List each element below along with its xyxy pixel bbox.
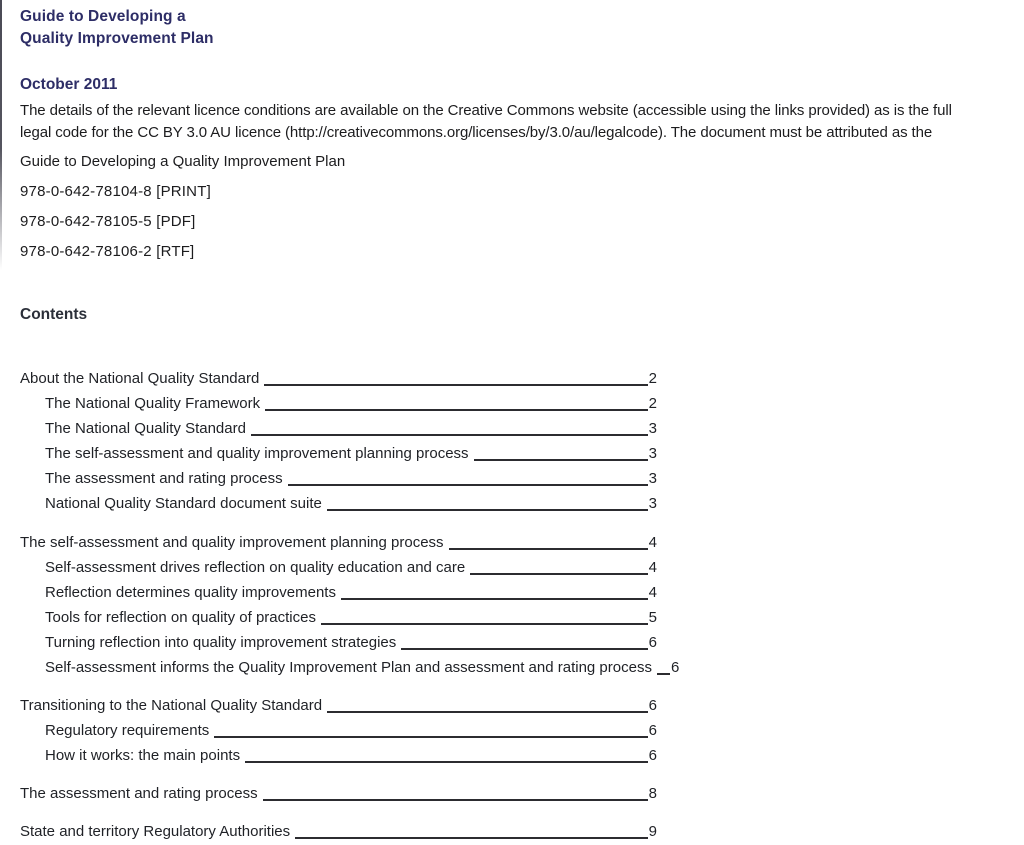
toc-entry-informs-qip[interactable]: [20, 655, 679, 680]
toc-group: [20, 781, 1024, 806]
toc-page-number: 4: [648, 559, 657, 576]
toc-page-number: 3: [648, 470, 657, 487]
toc-entry-label: Turning reflection into quality improvement strategies: [45, 634, 397, 651]
toc-entry-label: The assessment and rating process: [20, 785, 258, 802]
toc-leader-line: [657, 673, 670, 675]
toc-entry-label: Self-assessment informs the Quality Improvement Plan and assessment and rating process: [45, 659, 652, 676]
toc-page-number: 6: [648, 747, 657, 764]
toc-entry-label: Tools for reflection on quality of practices: [45, 609, 316, 626]
licence-paragraph: [20, 100, 1024, 144]
toc-entry-assessment-rating[interactable]: [20, 466, 657, 491]
toc-entry-assessment-rating-main[interactable]: [20, 781, 657, 806]
scan-artifact-left-edge: [0, 0, 2, 270]
toc-group: [20, 693, 1024, 768]
table-of-contents: [20, 366, 1024, 844]
toc-page-number: 3: [648, 445, 657, 462]
toc-entry-label: The National Quality Framework: [45, 395, 261, 412]
publication-date: October 2011: [20, 76, 118, 93]
toc-leader-line: [288, 484, 648, 486]
toc-entry-label: The self-assessment and quality improvement planning process: [20, 534, 444, 551]
toc-entry-reflection-determines[interactable]: [20, 580, 657, 605]
toc-entry-self-assessment-planning[interactable]: [20, 441, 657, 466]
toc-entry-label: Self-assessment drives reflection on quality education and care: [45, 559, 466, 576]
toc-leader-line: [449, 548, 648, 550]
toc-entry-tools-for-reflection[interactable]: [20, 605, 657, 630]
document-title: [20, 6, 1024, 50]
toc-leader-line: [474, 459, 648, 461]
toc-leader-line: [327, 711, 648, 713]
toc-entry-nq-standard[interactable]: [20, 416, 657, 441]
toc-group: [20, 366, 1024, 516]
toc-entry-label: Transitioning to the National Quality Standard: [20, 697, 323, 714]
toc-entry-label: The National Quality Standard: [45, 420, 246, 437]
toc-entry-transitioning[interactable]: [20, 693, 657, 718]
toc-entry-self-assessment-process[interactable]: [20, 530, 657, 555]
toc-leader-line: [341, 598, 648, 600]
toc-leader-line: [321, 623, 648, 625]
toc-entry-turning-reflection[interactable]: [20, 630, 657, 655]
toc-page-number: 9: [648, 823, 657, 840]
toc-entry-label: National Quality Standard document suite: [45, 495, 322, 512]
toc-entry-drives-reflection[interactable]: [20, 555, 657, 580]
toc-group: [20, 530, 1024, 680]
toc-group: [20, 819, 1024, 844]
toc-leader-line: [251, 434, 648, 436]
toc-page-number: 3: [648, 420, 657, 437]
toc-page-number: 6: [648, 634, 657, 651]
toc-entry-document-suite[interactable]: [20, 491, 657, 516]
toc-page-number: 5: [648, 609, 657, 626]
toc-leader-line: [214, 736, 647, 738]
toc-page-number: 3: [648, 495, 657, 512]
toc-entry-about-nqs[interactable]: [20, 366, 657, 391]
toc-leader-line: [401, 648, 647, 650]
toc-page-number: 6: [648, 722, 657, 739]
toc-entry-regulatory-requirements[interactable]: [20, 718, 657, 743]
toc-page-number: 2: [648, 370, 657, 387]
toc-page-number: 2: [648, 395, 657, 412]
toc-entry-label: Reflection determines quality improvements: [45, 584, 336, 601]
toc-entry-label: The assessment and rating process: [45, 470, 283, 487]
toc-leader-line: [470, 573, 647, 575]
toc-entry-label: About the National Quality Standard: [20, 370, 260, 387]
licence-paragraph-line2: legal code for the CC BY 3.0 AU licence (http://creativecommons.org/licenses/by/3.0/au/legalcode). The document must be attributed as the: [20, 124, 933, 141]
toc-leader-line: [265, 409, 648, 411]
document-title-line2: Quality Improvement Plan: [20, 30, 214, 47]
toc-entry-state-territory-authorities[interactable]: [20, 819, 657, 844]
toc-entry-label: Regulatory requirements: [45, 722, 210, 739]
contents-heading: Contents: [20, 306, 88, 323]
attribution-line: Guide to Developing a Quality Improvement Plan: [20, 153, 346, 170]
toc-page-number: 6: [648, 697, 657, 714]
licence-paragraph-line1: The details of the relevant licence conditions are available on the Creative Commons website (accessible using the links provided) as is the full: [20, 102, 952, 119]
toc-leader-line: [295, 837, 648, 839]
toc-entry-how-it-works[interactable]: [20, 743, 657, 768]
isbn-rtf: 978-0-642-78106-2 [RTF]: [20, 243, 195, 260]
toc-entry-nq-framework[interactable]: [20, 391, 657, 416]
toc-leader-line: [263, 799, 648, 801]
toc-leader-line: [327, 509, 648, 511]
toc-leader-line: [264, 384, 647, 386]
toc-entry-label: State and territory Regulatory Authorities: [20, 823, 291, 840]
toc-entry-label: How it works: the main points: [45, 747, 241, 764]
toc-page-number: 4: [648, 534, 657, 551]
toc-entry-label: The self-assessment and quality improvement planning process: [45, 445, 469, 462]
toc-page-number: 8: [648, 785, 657, 802]
document-title-line1: Guide to Developing a: [20, 8, 186, 25]
toc-leader-line: [245, 761, 648, 763]
toc-page-number: 6: [670, 659, 680, 676]
isbn-pdf: 978-0-642-78105-5 [PDF]: [20, 213, 196, 230]
toc-page-number: 4: [648, 584, 657, 601]
isbn-list: [20, 181, 1024, 263]
isbn-print: 978-0-642-78104-8 [PRINT]: [20, 183, 211, 200]
